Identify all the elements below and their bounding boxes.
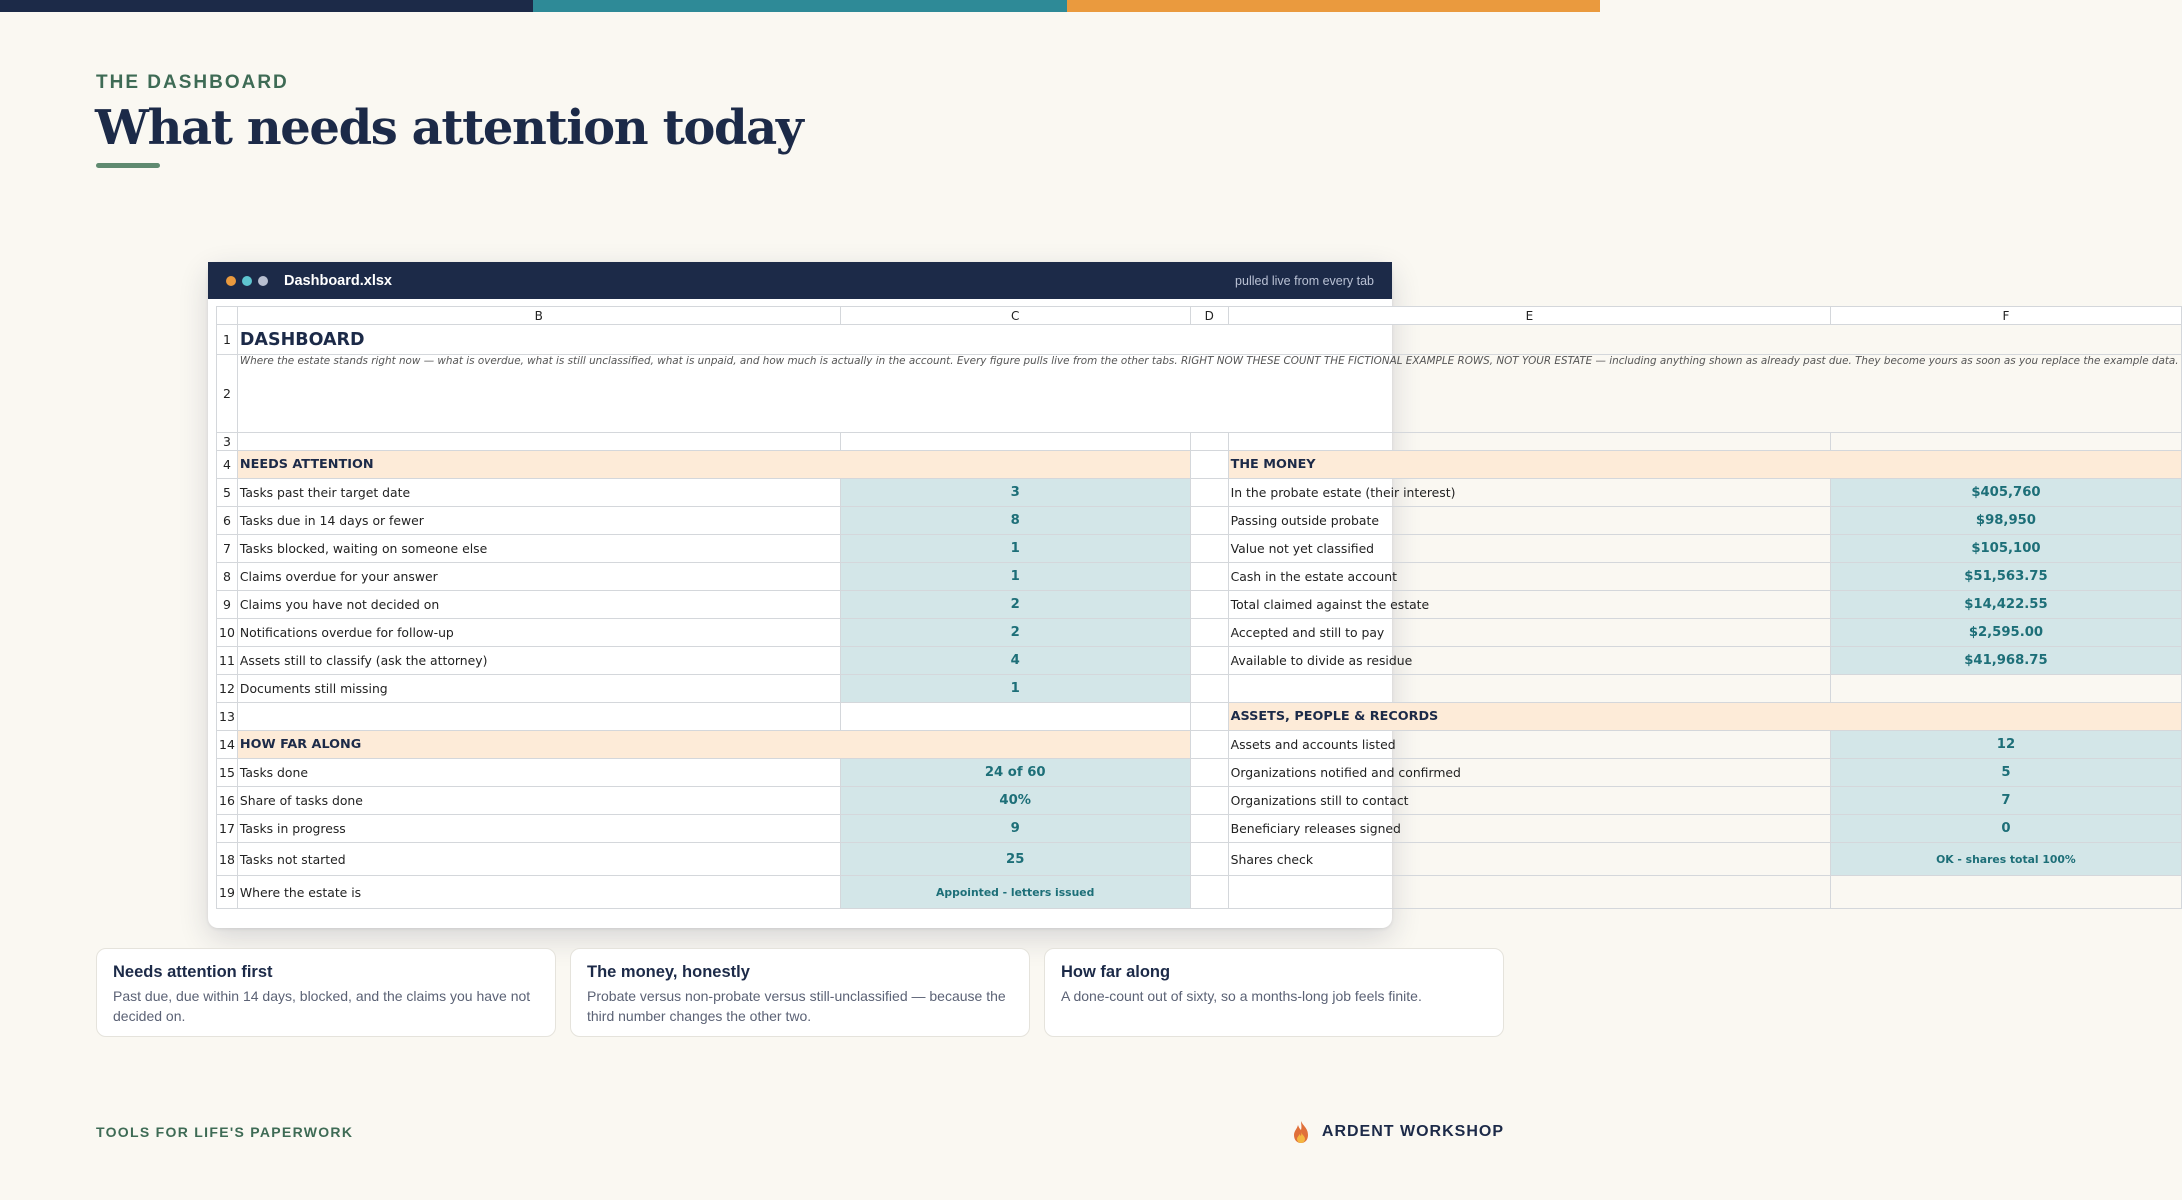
sheet-row <box>217 647 2182 675</box>
window-dot-orange[interactable] <box>226 276 236 286</box>
row-value[interactable]: 2 <box>840 619 1190 647</box>
spacer-cell[interactable] <box>1190 479 1228 507</box>
row-label[interactable]: Documents still missing <box>237 675 840 703</box>
row-label[interactable] <box>1228 876 1831 909</box>
row-label[interactable]: Available to divide as residue <box>1228 647 1831 675</box>
row-value[interactable]: $14,422.55 <box>1831 591 2181 619</box>
row-value[interactable]: 9 <box>840 815 1190 843</box>
row-label[interactable]: Claims overdue for your answer <box>237 563 840 591</box>
row-value[interactable] <box>840 703 1190 731</box>
row-label[interactable] <box>237 703 840 731</box>
row-value[interactable]: 2 <box>840 591 1190 619</box>
sheet-row <box>217 815 2182 843</box>
column-header-e[interactable]: E <box>1228 307 1831 325</box>
row-value[interactable] <box>1831 675 2181 703</box>
card-body: Probate versus non-probate versus still-unclassified — because the third number changes the other two. <box>587 988 1006 1024</box>
sheet-row <box>217 703 2182 731</box>
sheet-row <box>217 619 2182 647</box>
spacer-cell[interactable] <box>1190 843 1228 876</box>
section-header[interactable]: ASSETS, PEOPLE & RECORDS <box>1228 703 2181 731</box>
row-number[interactable]: 2 <box>217 355 238 433</box>
sheet-title-text: DASHBOARD <box>239 329 365 350</box>
row-label[interactable]: Tasks not started <box>237 843 840 876</box>
strip-orange <box>1067 0 1600 12</box>
row-number[interactable]: 7 <box>217 535 238 563</box>
row-value[interactable]: $41,968.75 <box>1831 647 2181 675</box>
spacer-cell[interactable] <box>1190 876 1228 909</box>
corner-cell[interactable] <box>217 307 238 325</box>
sheet-area <box>216 306 2182 909</box>
row-value[interactable]: 12 <box>1831 731 2181 759</box>
row-number[interactable]: 13 <box>217 703 238 731</box>
row-label[interactable]: Beneficiary releases signed <box>1228 815 1831 843</box>
row-number[interactable]: 11 <box>217 647 238 675</box>
row-label[interactable]: Notifications overdue for follow-up <box>237 619 840 647</box>
column-header-b[interactable]: B <box>237 307 840 325</box>
dashboard-sheet <box>216 306 2182 909</box>
row-number[interactable]: 19 <box>217 876 238 909</box>
column-header-row <box>217 307 2182 325</box>
row-label[interactable]: Assets still to classify (ask the attorney) <box>237 647 840 675</box>
spacer-cell[interactable] <box>1190 815 1228 843</box>
row-number[interactable]: 3 <box>217 433 238 451</box>
spreadsheet-window <box>208 262 2179 928</box>
flame-icon <box>1290 1120 1312 1144</box>
sheet-row <box>217 325 2182 355</box>
spacer-cell[interactable] <box>1190 787 1228 815</box>
row-label[interactable]: Cash in the estate account <box>1228 563 1831 591</box>
sheet-row <box>217 451 2182 479</box>
spacer-cell[interactable] <box>1190 535 1228 563</box>
row-label[interactable] <box>1228 433 1831 451</box>
row-label[interactable]: Where the estate is <box>237 876 840 909</box>
sheet-row <box>217 591 2182 619</box>
row-label[interactable]: Total claimed against the estate <box>1228 591 1831 619</box>
sheet-row <box>217 535 2182 563</box>
card-title: How far along <box>1061 963 1171 981</box>
card-needs-attention <box>96 948 556 1037</box>
card-how-far-along <box>1044 948 1504 1037</box>
row-number[interactable]: 10 <box>217 619 238 647</box>
sheet-row <box>217 355 2182 433</box>
card-money <box>570 948 1030 1037</box>
row-number[interactable]: 17 <box>217 815 238 843</box>
brand-name: ARDENT WORKSHOP <box>1321 1123 1504 1140</box>
window-dot-teal[interactable] <box>242 276 252 286</box>
row-value[interactable]: 3 <box>840 479 1190 507</box>
row-number[interactable]: 14 <box>217 731 238 759</box>
row-number[interactable]: 16 <box>217 787 238 815</box>
sheet-row <box>217 759 2182 787</box>
sheet-row <box>217 843 2182 876</box>
spacer-cell[interactable] <box>1190 451 1228 479</box>
row-value[interactable]: 7 <box>1831 787 2181 815</box>
card-body: Past due, due within 14 days, blocked, and the claims you have not decided on. <box>113 988 531 1024</box>
page-title: What needs attention today <box>95 100 803 156</box>
row-number[interactable]: 4 <box>217 451 238 479</box>
spacer-cell[interactable] <box>1190 591 1228 619</box>
spacer-cell[interactable] <box>1190 619 1228 647</box>
row-value[interactable]: 24 of 60 <box>840 759 1190 787</box>
row-label[interactable]: Tasks past their target date <box>237 479 840 507</box>
row-number[interactable]: 1 <box>217 325 238 355</box>
row-label[interactable]: Tasks due in 14 days or fewer <box>237 507 840 535</box>
spacer-cell[interactable] <box>1190 563 1228 591</box>
row-value[interactable]: $98,950 <box>1831 507 2181 535</box>
row-value[interactable]: 5 <box>1831 759 2181 787</box>
spacer-cell[interactable] <box>1190 731 1228 759</box>
row-label[interactable] <box>237 433 840 451</box>
spacer-cell[interactable] <box>1190 703 1228 731</box>
row-label[interactable]: Shares check <box>1228 843 1831 876</box>
row-number[interactable]: 8 <box>217 563 238 591</box>
row-value[interactable] <box>840 433 1190 451</box>
section-header[interactable]: HOW FAR ALONG <box>237 731 1190 759</box>
row-number[interactable]: 9 <box>217 591 238 619</box>
column-header-d[interactable]: D <box>1190 307 1228 325</box>
row-value[interactable]: $105,100 <box>1831 535 2181 563</box>
footer-tagline: TOOLS FOR LIFE'S PAPERWORK <box>96 1124 354 1140</box>
row-value[interactable] <box>1831 876 2181 909</box>
eyebrow: THE DASHBOARD <box>96 72 289 93</box>
spacer-cell[interactable] <box>1190 759 1228 787</box>
sheet-row <box>217 876 2182 909</box>
row-label[interactable]: Accepted and still to pay <box>1228 619 1831 647</box>
window-note: pulled live from every tab <box>1235 273 1374 288</box>
section-header[interactable]: THE MONEY <box>1228 451 2181 479</box>
spacer-cell[interactable] <box>1190 433 1228 451</box>
sheet-title[interactable] <box>237 325 2181 355</box>
card-title: Needs attention first <box>113 963 273 981</box>
spacer-cell[interactable] <box>1190 507 1228 535</box>
row-label[interactable]: Passing outside probate <box>1228 507 1831 535</box>
row-value[interactable]: OK - shares total 100% <box>1831 843 2181 876</box>
top-color-strip <box>0 0 1600 12</box>
sheet-row <box>217 563 2182 591</box>
row-value[interactable]: 4 <box>840 647 1190 675</box>
sheet-row <box>217 731 2182 759</box>
sheet-row <box>217 479 2182 507</box>
row-number[interactable]: 6 <box>217 507 238 535</box>
row-label[interactable]: Assets and accounts listed <box>1228 731 1831 759</box>
card-body: A done-count out of sixty, so a months-long job feels finite. <box>1061 988 1422 1004</box>
row-label[interactable] <box>1228 675 1831 703</box>
row-label[interactable]: Tasks done <box>237 759 840 787</box>
row-label[interactable]: Value not yet classified <box>1228 535 1831 563</box>
row-number[interactable]: 12 <box>217 675 238 703</box>
sheet-row <box>217 675 2182 703</box>
window-titlebar <box>208 262 1392 299</box>
card-title: The money, honestly <box>587 963 750 981</box>
sheet-row <box>217 787 2182 815</box>
row-value[interactable]: 1 <box>840 675 1190 703</box>
strip-navy <box>0 0 533 12</box>
row-label[interactable]: Organizations notified and confirmed <box>1228 759 1831 787</box>
row-value[interactable]: $51,563.75 <box>1831 563 2181 591</box>
sheet-row <box>217 433 2182 451</box>
row-number[interactable]: 15 <box>217 759 238 787</box>
window-dot-grey[interactable] <box>258 276 268 286</box>
row-label[interactable]: Tasks in progress <box>237 815 840 843</box>
row-number[interactable]: 5 <box>217 479 238 507</box>
row-value[interactable]: 25 <box>840 843 1190 876</box>
column-header-f[interactable]: F <box>1831 307 2181 325</box>
row-label[interactable]: Tasks blocked, waiting on someone else <box>237 535 840 563</box>
spacer-cell[interactable] <box>1190 675 1228 703</box>
row-label[interactable]: Claims you have not decided on <box>237 591 840 619</box>
window-title: Dashboard.xlsx <box>284 272 392 289</box>
row-value[interactable]: 0 <box>1831 815 2181 843</box>
strip-teal <box>533 0 1066 12</box>
section-header[interactable]: NEEDS ATTENTION <box>237 451 1190 479</box>
row-value[interactable]: 8 <box>840 507 1190 535</box>
row-label[interactable]: Share of tasks done <box>237 787 840 815</box>
row-value[interactable]: $405,760 <box>1831 479 2181 507</box>
row-label[interactable]: Organizations still to contact <box>1228 787 1831 815</box>
row-number[interactable]: 18 <box>217 843 238 876</box>
title-underline <box>96 163 160 168</box>
row-value[interactable]: 40% <box>840 787 1190 815</box>
row-label[interactable]: In the probate estate (their interest) <box>1228 479 1831 507</box>
spacer-cell[interactable] <box>1190 647 1228 675</box>
row-value[interactable]: 1 <box>840 535 1190 563</box>
sheet-description[interactable]: Where the estate stands right now — what is overdue, what is still unclassified, what is unpaid, and how much is actually in the account. Every figure pulls live from the other tabs. RIGHT NOW THESE COUNT THE FICTIONAL EXAMPLE ROWS, NOT YOUR ESTATE — including anything shown as already past due. They become yours as soon as you replace the example data. <box>237 355 2181 433</box>
row-value[interactable]: $2,595.00 <box>1831 619 2181 647</box>
column-header-c[interactable]: C <box>840 307 1190 325</box>
row-value[interactable]: 1 <box>840 563 1190 591</box>
row-value[interactable] <box>1831 433 2181 451</box>
row-value[interactable]: Appointed - letters issued <box>840 876 1190 909</box>
brand <box>1290 1120 1504 1144</box>
sheet-row <box>217 507 2182 535</box>
